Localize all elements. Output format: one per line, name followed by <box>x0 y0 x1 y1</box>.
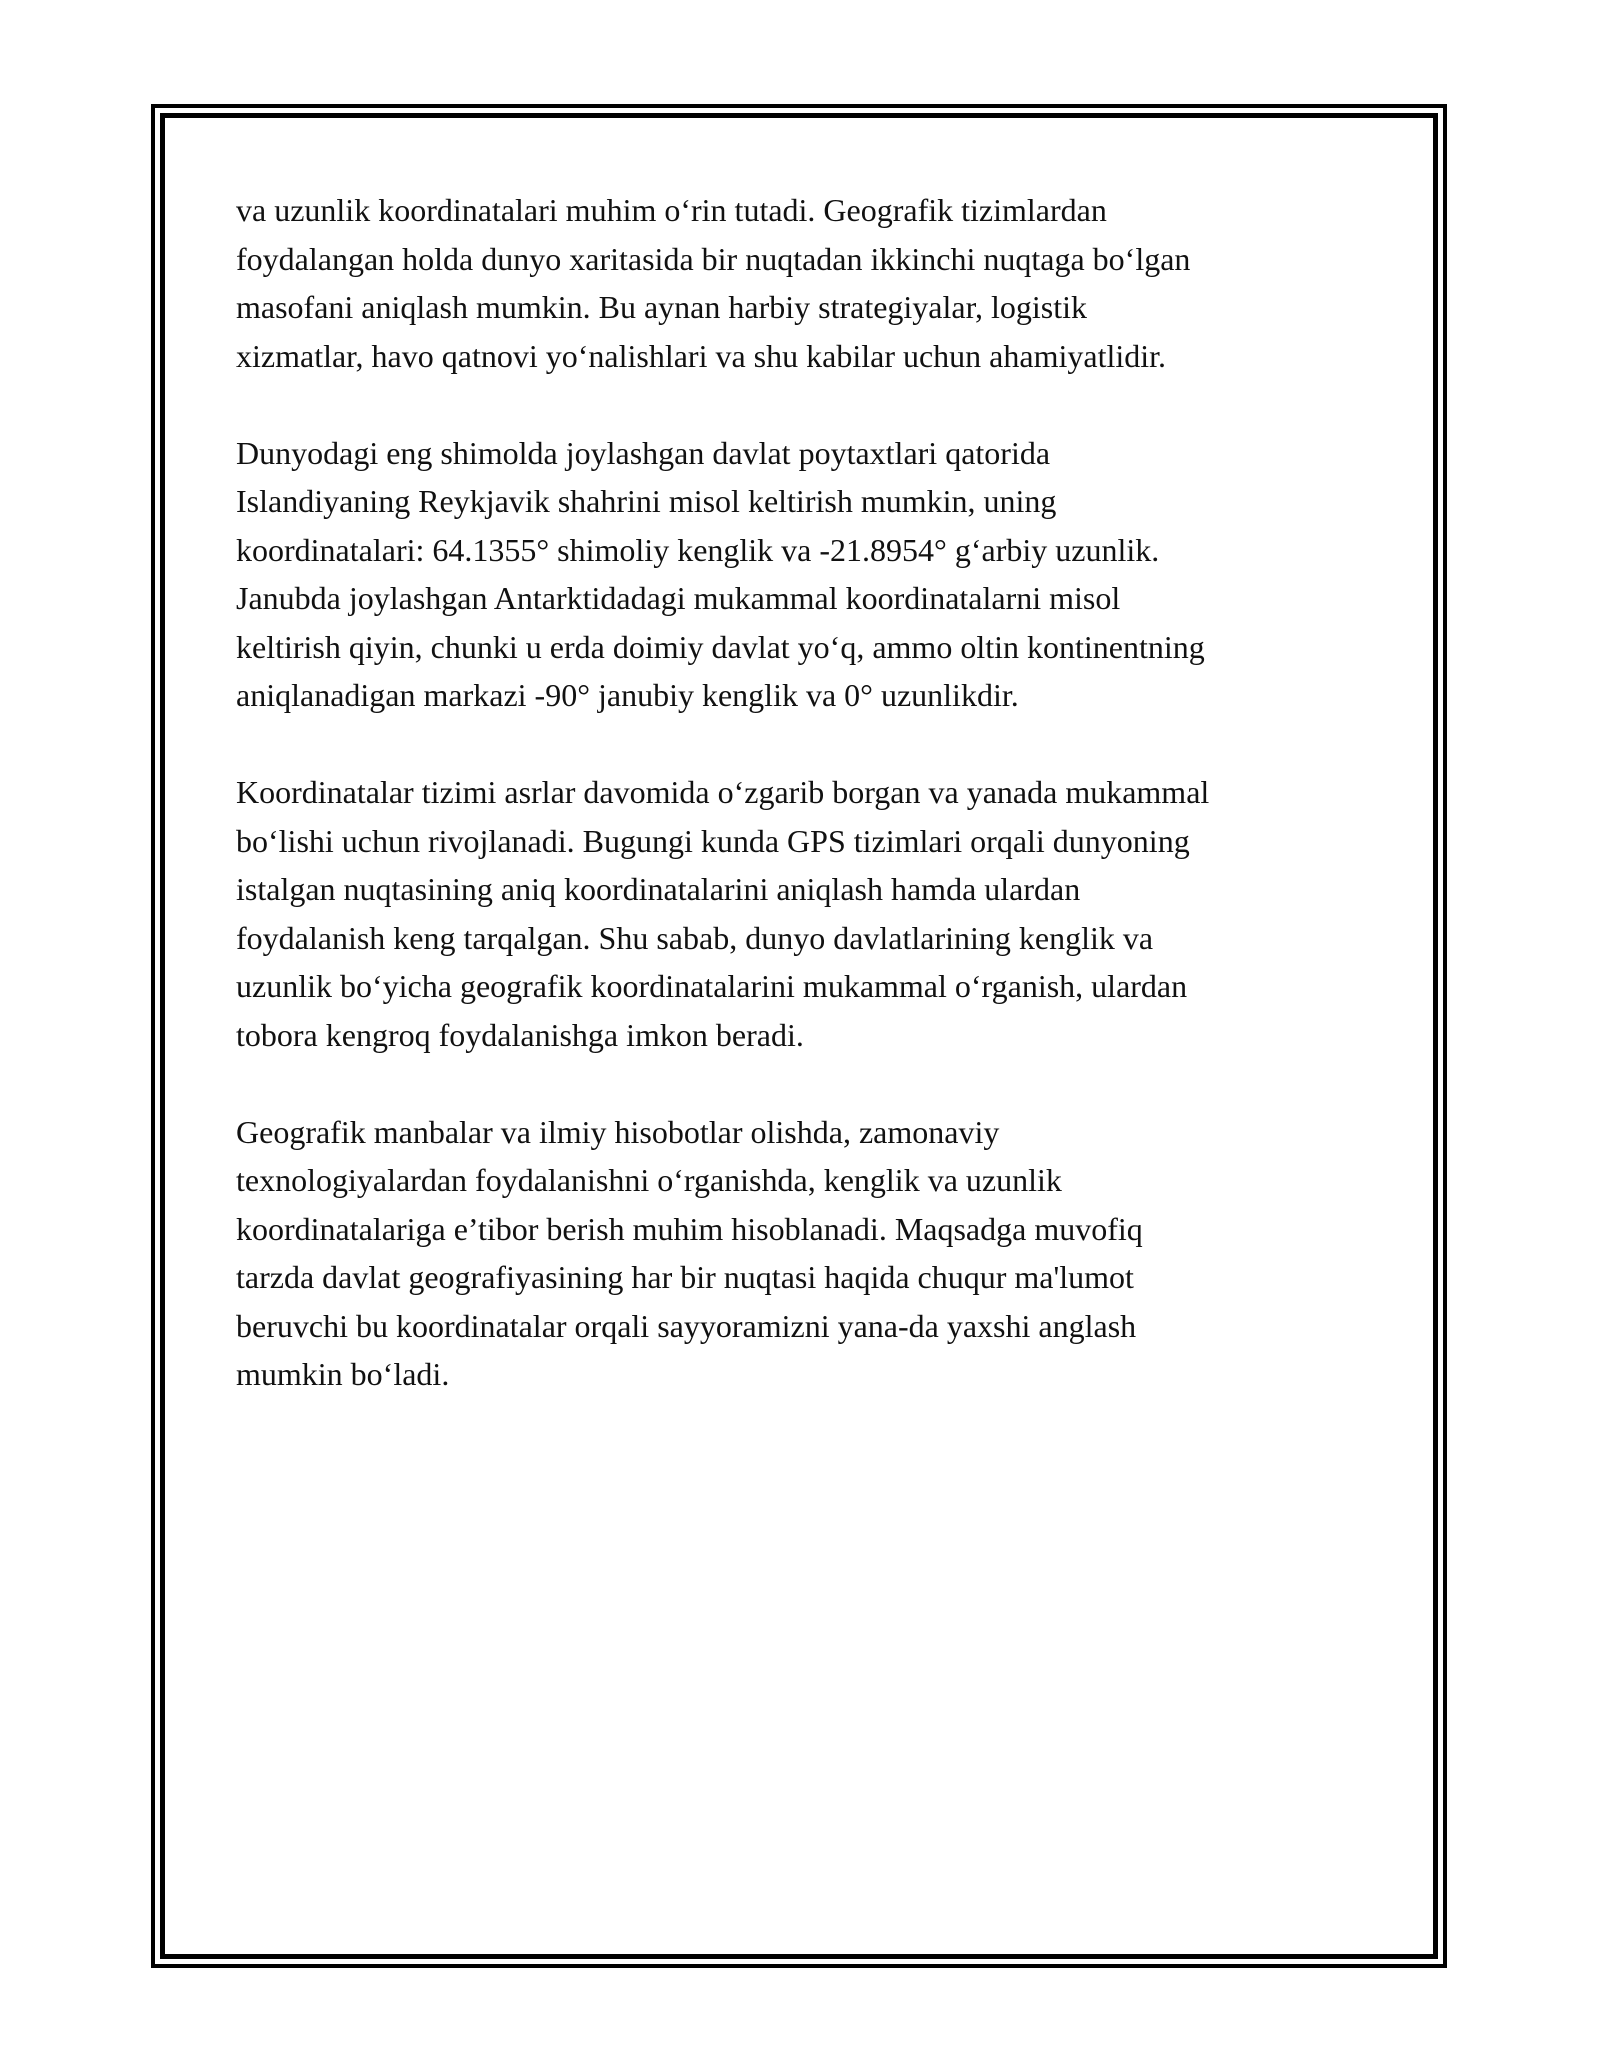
paragraph-3: Koordinatalar tizimi asrlar davomida o‘zgarib borgan va yanada mukammal bo‘lishi uchun rivojlanadi. Bugungi kunda GPS tizimlari orqali dunyoning istalgan nuqtasining aniq koordinatalarini aniqlash hamda ulardan foydalanish keng tarqalgan. Shu sabab, dunyo davlatlarining kenglik va uzunlik bo‘yicha geografik koordinatalarini mukammal o‘rganish, ulardan tobora kengroq foydalanishga imkon beradi. <box>236 774 1210 1053</box>
paragraph-4: Geografik manbalar va ilmiy hisobotlar olishda, zamonaviy texnologiyalardan foydalanishni o‘rganishda, kenglik va uzunlik koordinatalariga e’tibor berish muhim hisoblanadi. Maqsadga muvofiq tarzda davlat geografiyasining har bir nuqtasi haqida chuqur ma'lumot beruvchi bu koordinatalar orqali sayyoramizni yana-da yaxshi anglash mumkin bo‘ladi. <box>236 1113 1143 1392</box>
paragraph-2: Dunyodagi eng shimolda joylashgan davlat poytaxtlari qatorida Islandiyaning Reykjavik shahrini misol keltirish mumkin, uning koordinatalari: 64.1355° shimoliy kenglik va -21.8954° g‘arbiy uzunlik. Janubda joylashgan Antarktidadagi mukammal koordinatalarni misol keltirish qiyin, chunki u erda doimiy davlat yo‘q, ammo oltin kontinentning aniqlanadigan markazi -90° janubiy kenglik va 0° uzunlikdir. <box>236 434 1205 713</box>
paragraph-1: va uzunlik koordinatalari muhim o‘rin tutadi. Geografik tizimlardan foydalangan holda dunyo xaritasida bir nuqtadan ikkinchi nuqtaga bo‘lgan masofani aniqlash mumkin. Bu aynan harbiy strategiyalar, logistik xizmatlar, havo qatnovi yo‘nalishlari va shu kabilar uchun ahamiyatlidir. <box>236 192 1191 374</box>
document-body <box>236 186 1366 1447</box>
